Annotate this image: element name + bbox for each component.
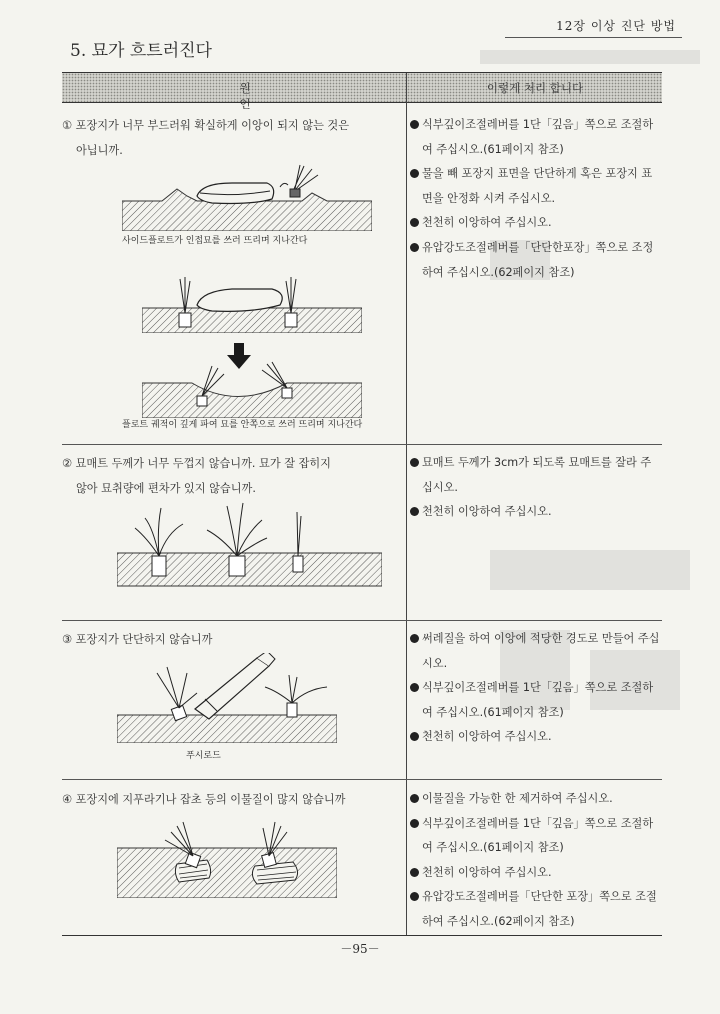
- row-separator: [62, 620, 662, 621]
- bullet-icon: [410, 120, 419, 129]
- figure-side-float: [122, 161, 372, 231]
- bullet-icon: [410, 634, 419, 643]
- cause-1-line-1: ① 포장지가 너무 부드러워 확실하게 이앙이 되지 않는 것은: [62, 119, 350, 132]
- remedy-4-3: 천천히 이앙하여 주십시오.: [410, 861, 660, 886]
- remedy-4-1: 이물질을 가능한 한 제거하여 주십시오.: [410, 787, 660, 812]
- cause-2-line-1: ② 묘매트 두께가 너무 두껍지 않습니까. 묘가 잘 잡히지: [62, 457, 331, 470]
- figure-push-rod: [117, 653, 337, 743]
- remedy-4-4: 유압강도조절레버를「단단한 포장」쪽으로 조절하여 주십시오.(62페이지 참조): [410, 885, 660, 934]
- remedy-list-3: [410, 627, 660, 750]
- page-number: －95－: [340, 942, 380, 956]
- row-separator: [62, 444, 662, 445]
- table-header: [62, 73, 662, 111]
- remedy-1-3: 천천히 이앙하여 주십시오.: [410, 211, 660, 236]
- column-divider: [406, 73, 407, 935]
- cause-1-line-2: 아닙니까.: [76, 144, 123, 157]
- remedy-2-1: 묘매트 두께가 3cm가 되도록 묘매트를 잘라 주십시오.: [410, 451, 660, 500]
- cause-3-line-1: ③ 포장지가 단단하지 않습니까: [62, 633, 213, 646]
- figure-mat-thickness: [117, 498, 382, 588]
- bullet-icon: [410, 868, 419, 877]
- bullet-icon: [410, 732, 419, 741]
- remedy-list-1: [410, 113, 660, 285]
- figure-float-flat: [142, 273, 362, 333]
- remedy-3-2: 식부깊이조절레버를 1단「깊음」쪽으로 조절하여 주십시오.(61페이지 참조): [410, 676, 660, 725]
- cause-column-header: 원 인: [239, 81, 281, 111]
- bullet-icon: [410, 169, 419, 178]
- bullet-icon: [410, 458, 419, 467]
- remedy-1-1: 식부깊이조절레버를 1단「깊음」쪽으로 조절하여 주십시오.(61페이지 참조): [410, 113, 660, 162]
- bullet-icon: [410, 507, 419, 516]
- header-rule: [505, 37, 682, 38]
- bullet-icon: [410, 892, 419, 901]
- push-rod-label: 푸시로드: [186, 751, 221, 761]
- remedy-1-4: 유압강도조절레버를「단단한포장」쪽으로 조정하여 주십시오.(62페이지 참조): [410, 236, 660, 285]
- cause-3: [62, 627, 398, 652]
- cause-4-line-1: ④ 포장지에 지푸라기나 잡초 등의 이물질이 많지 않습니까: [62, 793, 346, 806]
- remedy-3-3: 천천히 이앙하여 주십시오.: [410, 725, 660, 750]
- cause-2: [62, 451, 398, 501]
- row-separator: [62, 779, 662, 780]
- cause-1: [62, 113, 398, 163]
- bullet-icon: [410, 794, 419, 803]
- figure-caption-2: 플로트 궤적이 깊게 파여 묘를 안쪽으로 쓰러 뜨리며 지나간다: [122, 420, 363, 430]
- bullet-icon: [410, 819, 419, 828]
- bullet-icon: [410, 243, 419, 252]
- figure-caption-1: 사이드플로트가 인접묘를 쓰러 뜨리며 지나간다: [122, 236, 308, 246]
- remedy-column-header: 이렇게 처리 합니다: [486, 81, 584, 95]
- remedy-list-2: [410, 451, 660, 525]
- troubleshooting-table: [62, 72, 662, 936]
- section-title: 5. 묘가 흐트러진다: [70, 41, 212, 61]
- remedy-list-4: [410, 787, 660, 935]
- chapter-header: 12장 이상 진단 방법: [556, 19, 676, 33]
- remedy-1-2: 물을 빼 포장지 표면을 단단하게 혹은 포장지 표면을 안정화 시켜 주십시오.: [410, 162, 660, 211]
- remedy-4-2: 식부깊이조절레버를 1단「깊음」쪽으로 조절하여 주십시오.(61페이지 참조): [410, 812, 660, 861]
- remedy-2-2: 천천히 이앙하여 주십시오.: [410, 500, 660, 525]
- cause-4: [62, 787, 398, 812]
- figure-straw-debris: [117, 818, 337, 898]
- bullet-icon: [410, 218, 419, 227]
- figure-float-trench: [142, 358, 362, 418]
- cause-2-line-2: 않아 묘취량에 편차가 있지 않습니까.: [76, 482, 256, 495]
- bullet-icon: [410, 683, 419, 692]
- remedy-3-1: 써레질을 하여 이앙에 적당한 경도로 만들어 주십시오.: [410, 627, 660, 676]
